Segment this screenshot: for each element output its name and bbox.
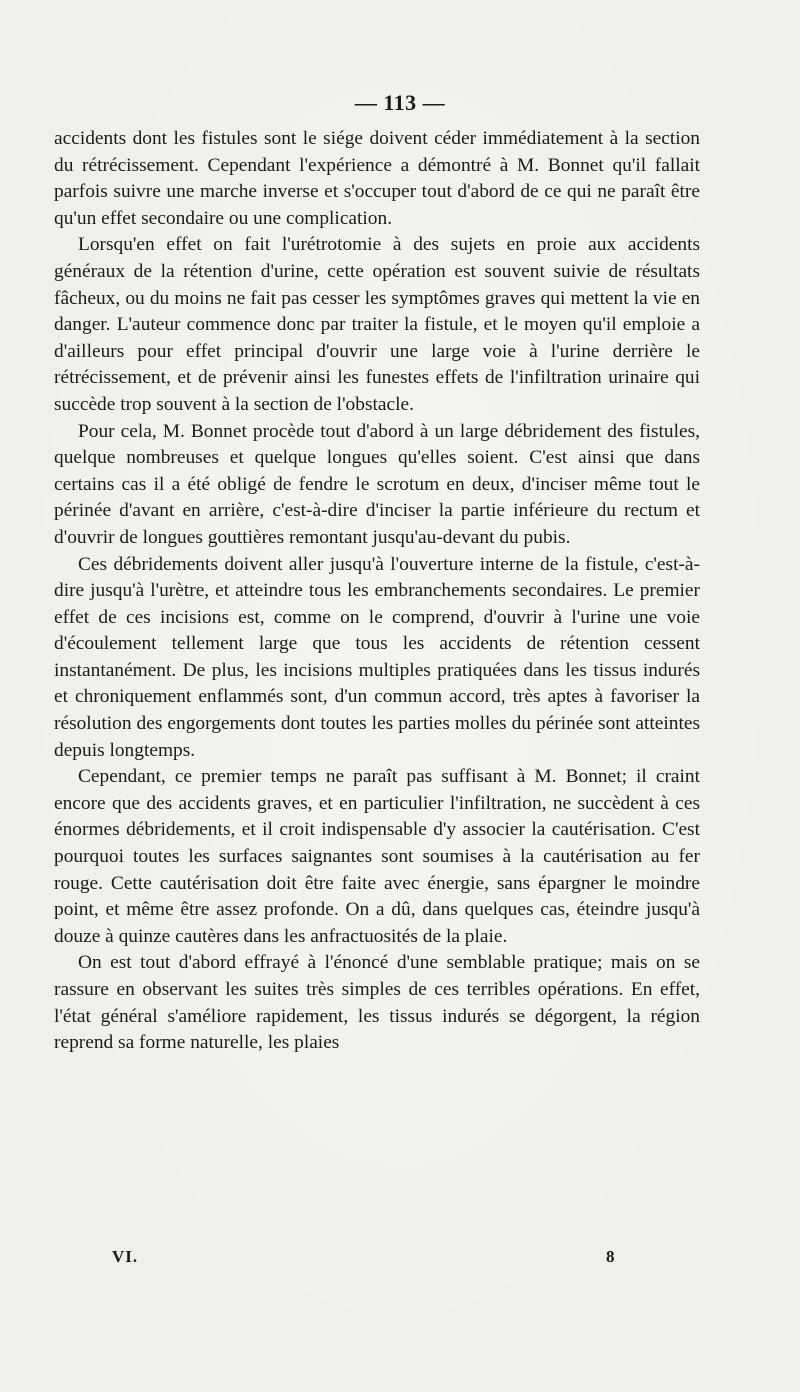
paragraph-5: Cependant, ce premier temps ne paraît pas suffisant à M. Bonnet; il craint encore que des accidents graves, et en particulier l'infiltration, ne succèdent à ces énormes débridements, et il croit indispensable d'y associer la cautérisation. C'est pourquoi toutes les surfaces saignantes sont soumises à la cautérisation au fer rouge. Cette cautérisation doit être faite avec énergie, sans épargner le moindre point, et même être assez profonde. On a dû, dans quelques cas, éteindre jusqu'à douze à quinze cautères dans les anfractuosités de la plaie. <box>54 766 700 947</box>
signature-line <box>0 1247 800 1275</box>
paragraph-6: On est tout d'abord effrayé à l'énoncé d'une semblable pratique; mais on se rassure en observant les suites très simples de ces terribles opérations. En effet, l'état général s'améliore rapidement, les tissus indurés se dégorgent, la région reprend sa forme naturelle, les plaies <box>54 952 700 1054</box>
paragraph-4: Ces débridements doivent aller jusqu'à l'ouverture interne de la fistule, c'est-à-dire jusqu'à l'urètre, et atteindre tous les embranchements secondaires. Le premier effet de ces incisions est, comme on le comprend, d'ouvrir à l'urine une voie d'écoulement tellement large que tous les accidents de rétention cessent instantanément. De plus, les incisions multiples pratiquées dans les tissus indurés et chroniquement enflammés sont, d'un commun accord, très aptes à favoriser la résolution des engorgements dont toutes les parties molles du périnée sont atteintes depuis longtemps. <box>54 553 700 761</box>
paragraph-2: Lorsqu'en effet on fait l'urétrotomie à des sujets en proie aux accidents généraux de la rétention d'urine, cette opération est souvent suivie de résultats fâcheux, ou du moins ne fait pas cesser les symptômes graves qui mettent la vie en danger. L'auteur commence donc par traiter la fistule, et le moyen qu'il emploie a d'ailleurs pour effet principal d'ouvrir une large voie à l'urine derrière le rétrécissement, et de prévenir ainsi les funestes effets de l'infiltration urinaire qui succède trop souvent à la section de l'obstacle. <box>54 234 700 415</box>
page-number: — 113 — <box>354 90 446 115</box>
paragraph-1: accidents dont les fistules sont le siége doivent céder immédiatement à la section du rétrécissement. Cependant l'expérience a démontré à M. Bonnet qu'il fallait parfois suivre une marche inverse et s'occuper tout d'abord de ce qui ne paraît être qu'un effet secondaire ou une complication. <box>54 128 700 229</box>
body-text <box>54 126 700 1057</box>
volume-signature: VI. <box>112 1247 139 1266</box>
paragraph-3: Pour cela, M. Bonnet procède tout d'abord à un large débridement des fistules, quelque nombreuses et quelque longues qu'elles soient. C'est ainsi que dans certains cas il a été obligé de fendre le scrotum en deux, d'inciser même tout le périnée d'avant en arrière, c'est-à-dire d'inciser la partie inférieure du rectum et d'ouvrir de longues gouttières remontant jusqu'au-devant du pubis. <box>54 420 700 548</box>
gathering-signature: 8 <box>606 1247 615 1266</box>
